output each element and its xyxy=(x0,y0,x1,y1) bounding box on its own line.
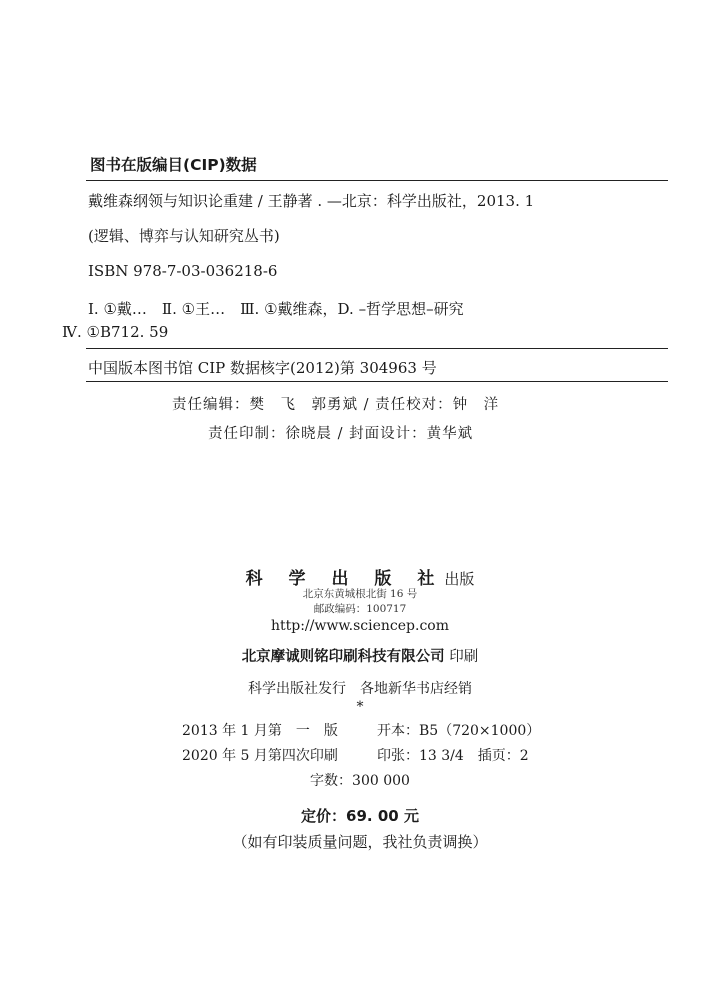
printer-line xyxy=(0,645,720,666)
publisher-address: 北京东黄城根北街 16 号 xyxy=(302,588,418,600)
cip-subjects-line2: Ⅳ. ①B712. 59 xyxy=(62,323,169,341)
cip-subjects-line1: Ⅰ. ①戴… Ⅱ. ①王… Ⅲ. ①戴维森，D. –哲学思想–研究 xyxy=(88,300,464,318)
cip-top-rule xyxy=(86,180,668,181)
quality-note: （如有印装质量问题，我社负责调换） xyxy=(232,833,488,851)
cip-isbn: ISBN 978-7-03-036218-6 xyxy=(88,262,278,280)
publisher-suffix: 出版 xyxy=(444,570,475,588)
cip-series: (逻辑、博弈与认知研究丛书) xyxy=(88,227,280,245)
edition-print xyxy=(182,745,529,765)
printing: 2020 年 5 月第四次印刷 xyxy=(182,748,338,764)
publisher-name: 科 学 出 版 社 xyxy=(245,569,445,589)
publisher-url: http://www.sciencep.com xyxy=(270,618,449,634)
cip-number: 中国版本图书馆 CIP 数据核字(2012)第 304963 号 xyxy=(88,359,437,377)
distribution: 科学出版社发行 各地新华书店经销 xyxy=(248,681,472,697)
price: 定价：69. 00 元 xyxy=(301,807,419,825)
cip-mid-rule xyxy=(86,348,668,349)
printer-suffix: 印刷 xyxy=(444,649,479,665)
staff-printing-design: 责任印制：徐晓晨 / 封面设计：黄华斌 xyxy=(208,426,474,442)
staff-editors: 责任编辑：樊 飞 郭勇斌 / 责任校对：钟 洋 xyxy=(172,397,500,413)
printer-name: 北京摩诚则铭印刷科技有限公司 xyxy=(241,649,445,665)
publisher-postcode: 邮政编码：100717 xyxy=(313,603,407,615)
cip-bottom-rule xyxy=(86,381,668,382)
separator-asterisk: * xyxy=(356,699,364,715)
format: 开本：B5（720×1000） xyxy=(377,723,541,739)
cip-title: 图书在版编目(CIP)数据 xyxy=(90,156,257,174)
word-count: 字数：300 000 xyxy=(310,773,410,789)
cip-entry: 戴维森纲领与知识论重建 / 王静著 . —北京：科学出版社，2013. 1 xyxy=(88,192,535,210)
sheets: 印张：13 3/4 插页：2 xyxy=(377,748,529,764)
edition-first xyxy=(182,720,540,740)
first-edition: 2013 年 1 月第 一 版 xyxy=(182,723,338,739)
